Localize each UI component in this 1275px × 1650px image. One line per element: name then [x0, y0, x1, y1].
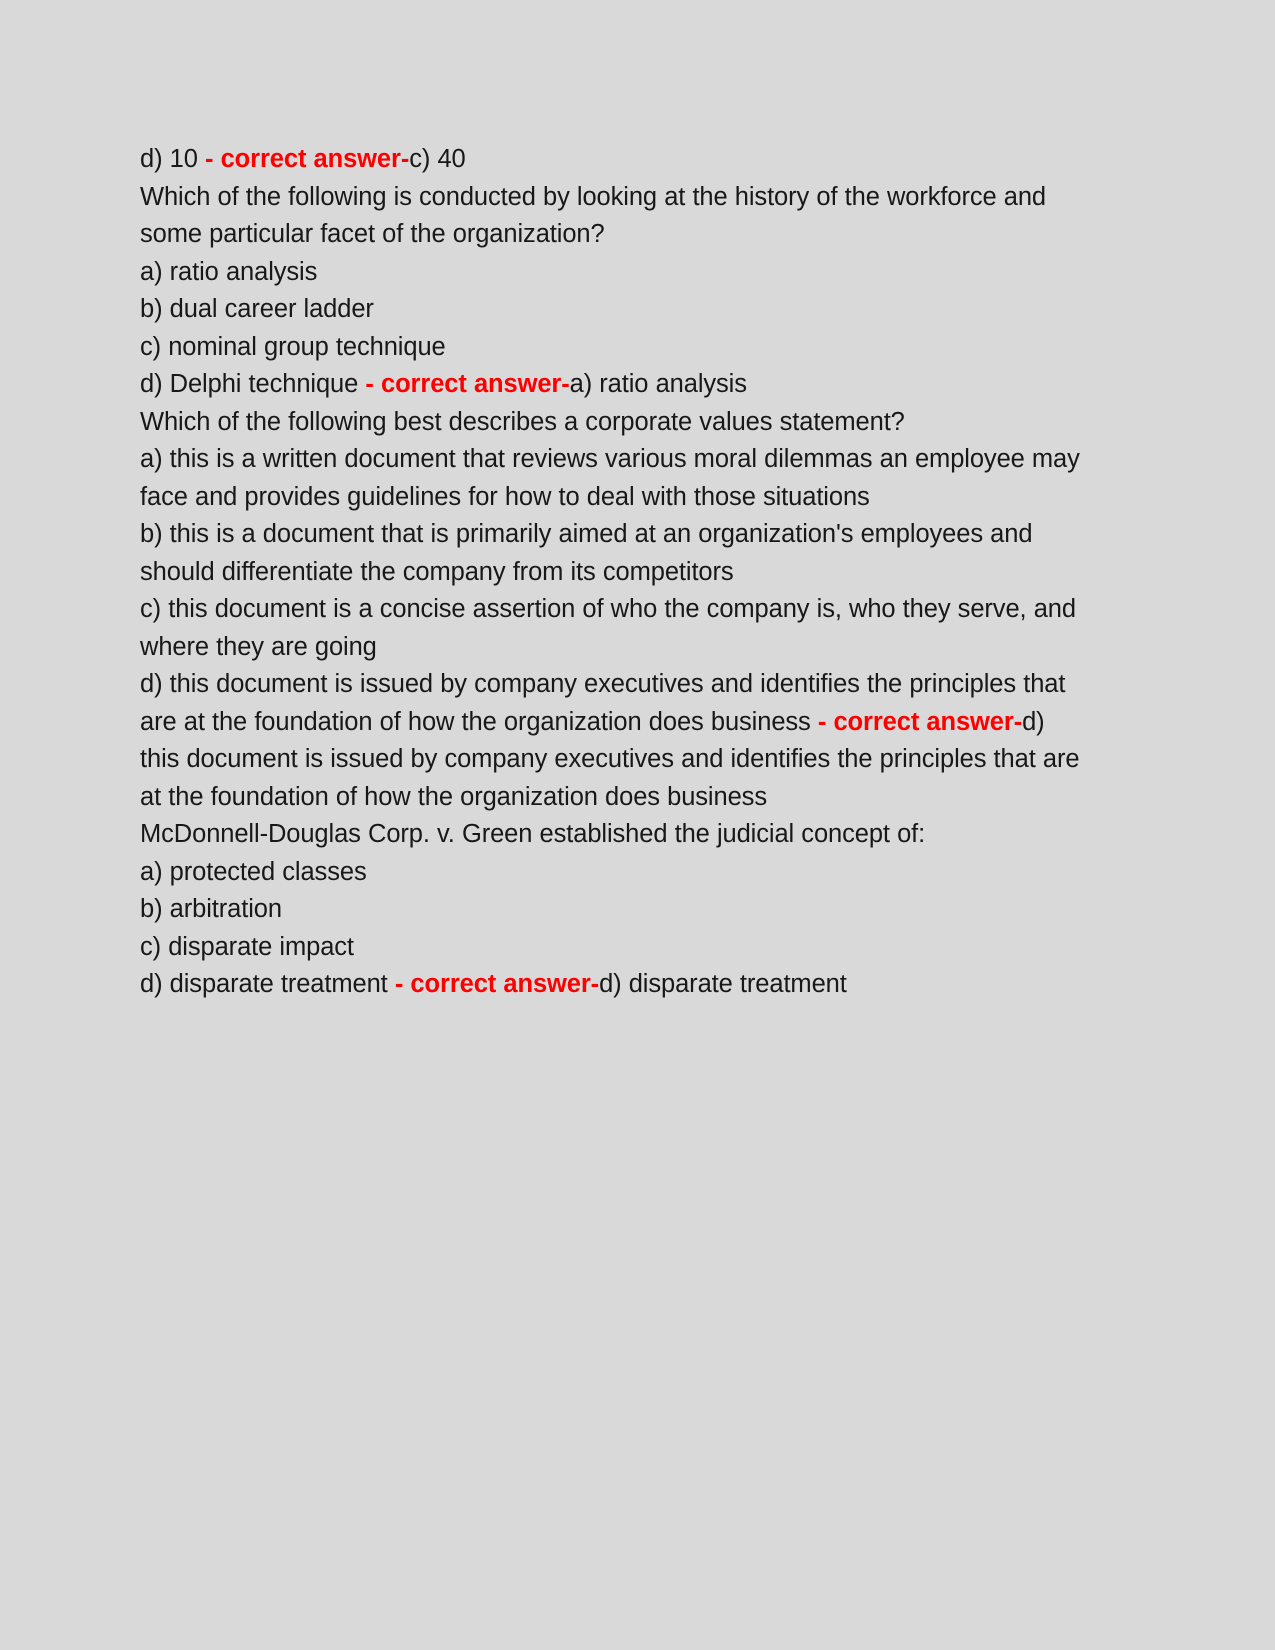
answer-line-q2	[140, 666, 1080, 816]
correct-answer-marker: - correct answer-	[365, 370, 570, 398]
choice-q3-c: c) disparate impact	[140, 932, 354, 961]
choice-q3-b: b) arbitration	[140, 895, 282, 923]
answer-line-prefix: d) 10	[140, 145, 206, 173]
choice-q1-b: b) dual career ladder	[140, 295, 374, 323]
correct-answer-marker: - correct answer-	[817, 707, 1023, 736]
choice-q3-a: a) protected classes	[140, 857, 367, 886]
correct-answer-marker: - correct answer-	[394, 970, 600, 998]
answer-line-prefix: d) Delphi technique	[140, 370, 366, 398]
choice-q2-a: a) this is a written document that reviews various moral dilemmas an employee may face and provides guidelines for how to deal with those situations	[140, 445, 1080, 511]
choice-q1-c: c) nominal group technique	[140, 332, 446, 361]
answer-line-q1	[140, 366, 1080, 404]
choice-q2-b: b) this is a document that is primarily aimed at an organization's employees and should differentiate the company from its competitors	[140, 520, 1033, 586]
choice-q1-a: a) ratio analysis	[140, 257, 318, 286]
document-text-body	[140, 141, 1080, 1004]
question-text-q2: Which of the following best describes a corporate values statement?	[140, 407, 905, 436]
answer-line-suffix: d) this document is issued by company executives and identifies the principles that are at the foundation of how the organization does business	[140, 707, 1080, 811]
choice-q2-c: c) this document is a concise assertion of who the company is, who they serve, and where they are going	[140, 595, 1076, 661]
answer-line-q3	[140, 966, 1080, 1004]
answer-line-carryover	[140, 141, 1080, 179]
answer-line-suffix: d) disparate treatment	[599, 970, 847, 998]
answer-line-suffix: a) ratio analysis	[569, 370, 747, 398]
answer-line-suffix: c) 40	[409, 145, 466, 173]
answer-line-prefix: d) disparate treatment	[140, 970, 395, 998]
correct-answer-marker: - correct answer-	[205, 145, 410, 173]
question-text-q3: McDonnell-Douglas Corp. v. Green established the judicial concept of:	[140, 820, 926, 848]
answer-line-prefix: d) this document is issued by company executives and identifies the principles that are at the foundation of how the organization does business	[140, 670, 1066, 736]
question-text-q1: Which of the following is conducted by looking at the history of the workforce and some particular facet of the organization?	[140, 182, 1047, 248]
